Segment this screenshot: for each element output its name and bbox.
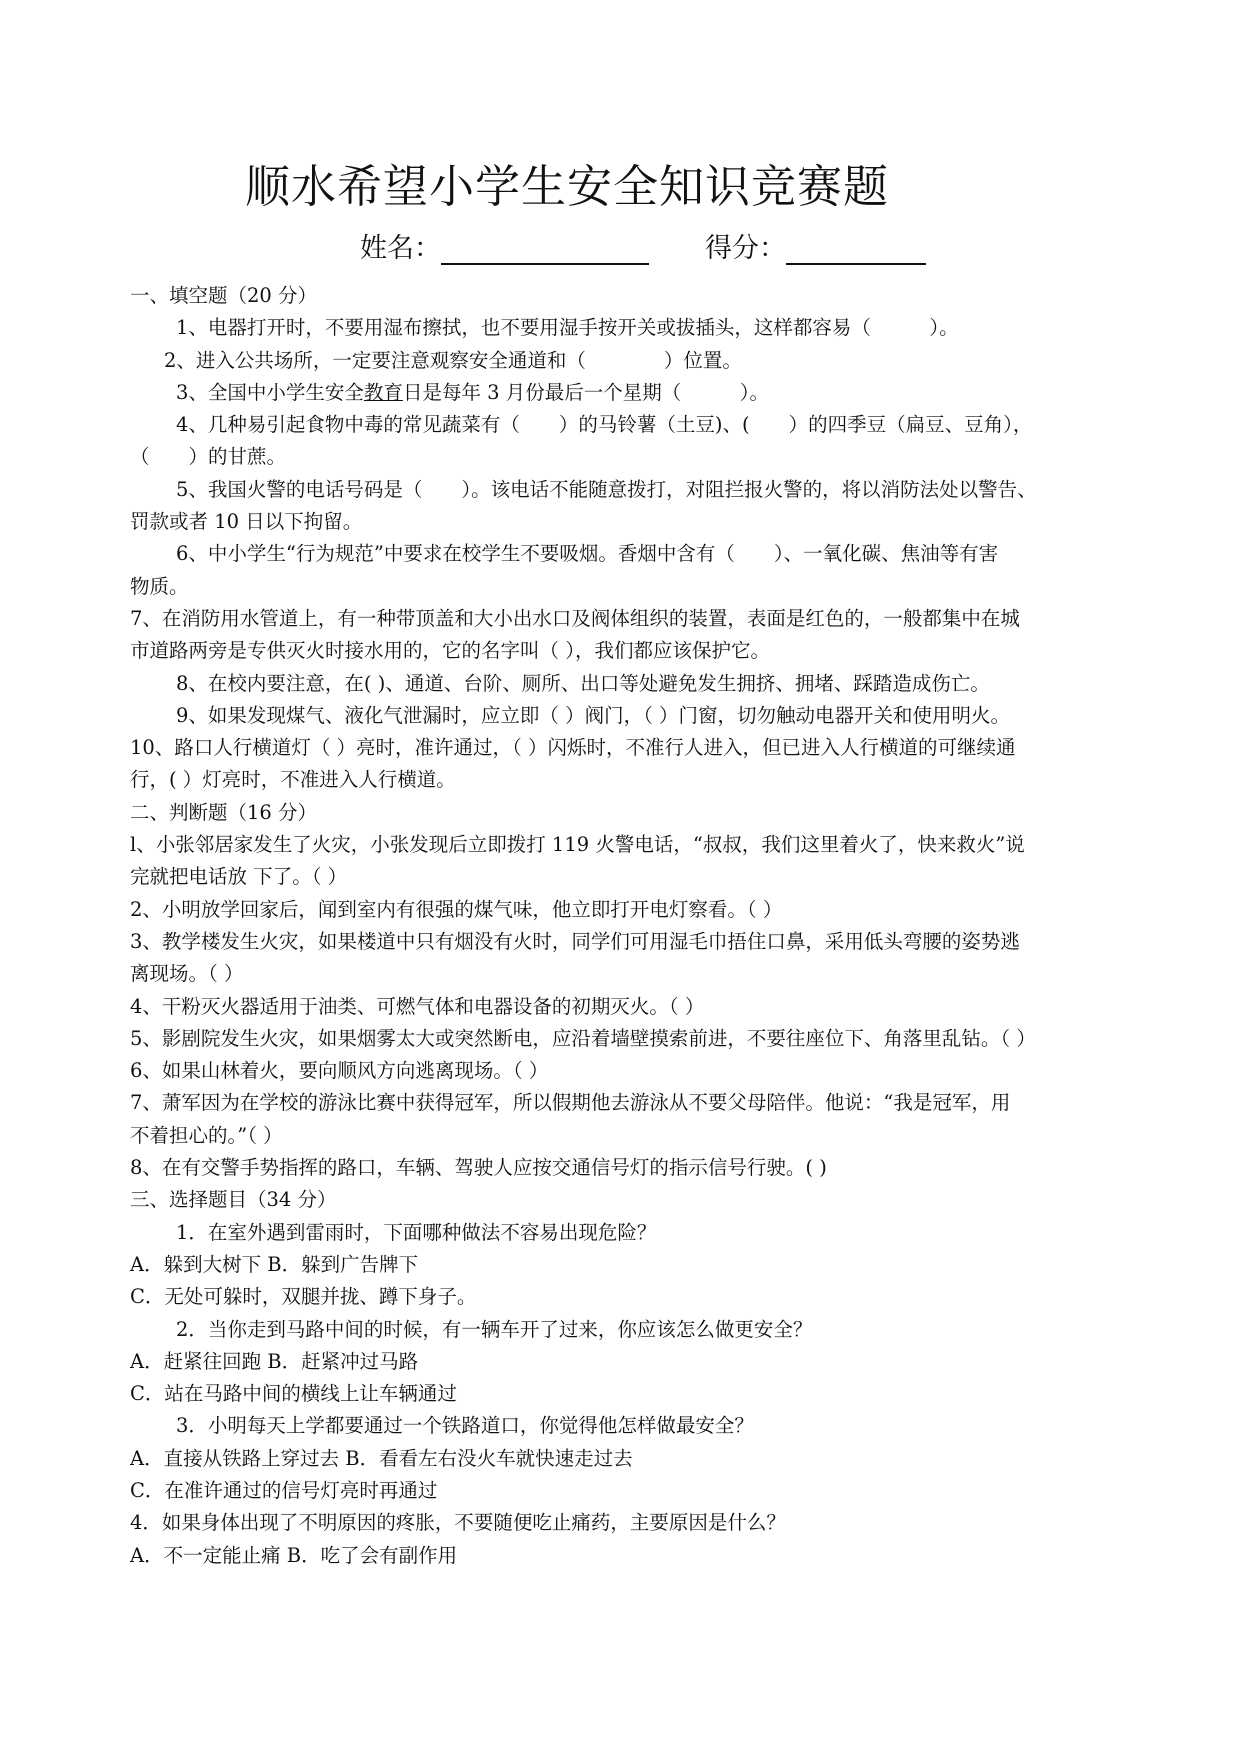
question-1-6-line1: 6、中小学生“行为规范”中要求在校学生不要吸烟。香烟中含有（ ）、一氧化碳、焦油等有害 <box>176 542 999 566</box>
question-1-1: 1、电器打开时，不要用湿布擦拭，也不要用湿手按开关或拔插头，这样都容易（ ）。 <box>176 316 959 340</box>
question-2-1-line1: l、小张邻居家发生了火灾，小张发现后立即拨打 119 火警电话，“叔叔，我们这里着火了，快来救火”说 <box>130 833 1025 857</box>
score-label: 得分： <box>705 233 786 264</box>
exam-content <box>130 280 1120 1572</box>
score-blank-line[interactable] <box>786 235 926 265</box>
question-1-10-line2: 行，( ）灯亮时，不准进入人行横道。 <box>130 768 456 792</box>
question-3-3-option-c: C．在准许通过的信号灯亮时再通过 <box>130 1478 438 1502</box>
question-2-8: 8、在有交警手势指挥的路口，车辆、驾驶人应按交通信号灯的指示信号行驶。( ) <box>130 1156 827 1180</box>
section-heading-true-false: 二、判断题（16 分） <box>130 800 318 824</box>
question-2-1-line2: 完就把电话放 下了。（ ） <box>130 865 348 889</box>
question-3-1: 1．在室外遇到雷雨时，下面哪种做法不容易出现危险？ <box>176 1220 657 1244</box>
name-field[interactable] <box>360 226 649 265</box>
question-1-9: 9、如果发现煤气、液化气泄漏时，应立即（ ）阀门，（ ）门窗，切勿触动电器开关和使用明火。 <box>176 703 1011 727</box>
question-3-4-options-ab: A．不一定能止痛 B．吃了会有副作用 <box>130 1543 458 1567</box>
question-1-4-line2: （ ）的甘蔗。 <box>130 445 287 469</box>
question-1-3: 3、全国中小学生安全教育日是每年 3 月份最后一个星期（ ）。 <box>176 380 769 404</box>
underlined-word: 教育 <box>363 380 403 404</box>
question-3-3: 3．小明每天上学都要通过一个铁路道口，你觉得他怎样做最安全？ <box>176 1414 754 1438</box>
question-3-2-option-c: C．站在马路中间的横线上让车辆通过 <box>130 1382 457 1406</box>
page-title: 顺水希望小学生安全知识竞赛题 <box>245 160 890 213</box>
section-heading-fill-blank: 一、填空题（20 分） <box>130 284 318 307</box>
question-1-10-line1: 10、路口人行横道灯（ ）亮时，准许通过，（ ）闪烁时，不准行人进入，但已进入人行横道的可继续通 <box>130 736 1016 760</box>
question-1-7-line2: 市道路两旁是专供灭火时接水用的，它的名字叫（ ），我们都应该保护它。 <box>130 639 770 663</box>
question-2-5: 5、影剧院发生火灾，如果烟雾太大或突然断电，应沿着墙壁摸索前进，不要往座位下、角落里乱钻。（ ） <box>130 1026 1036 1050</box>
question-2-3-line2: 离现场。（ ） <box>130 962 244 986</box>
question-3-3-options-ab: A．直接从铁路上穿过去 B．看看左右没火车就快速走过去 <box>130 1446 633 1470</box>
question-1-5-line2: 罚款或者 10 日以下拘留。 <box>130 510 363 534</box>
question-2-3-line1: 3、教学楼发生火灾，如果楼道中只有烟没有火时，同学们可用湿毛巾捂住口鼻，采用低头弯腰的姿势逃 <box>130 929 1020 953</box>
question-3-2-options-ab: A．赶紧往回跑 B．赶紧冲过马路 <box>130 1349 419 1373</box>
question-1-6-line2: 物质。 <box>130 574 189 598</box>
question-2-7-line2: 不着担心的。”（ ） <box>130 1123 283 1147</box>
question-1-5-line1: 5、我国火警的电话号码是（ ）。该电话不能随意拨打，对阻拦报火警的，将以消防法处以警告、 <box>176 477 1037 501</box>
question-3-1-option-c: C．无处可躲时，双腿并拢、蹲下身子。 <box>130 1285 477 1309</box>
question-1-7-line1: 7、在消防用水管道上，有一种带顶盖和大小出水口及阀体组织的装置，表面是红色的，一般都集中在城 <box>130 606 1020 630</box>
section-heading-multiple-choice: 三、选择题目（34 分） <box>130 1188 337 1212</box>
question-1-8: 8、在校内要注意，在( )、通道、台阶、厕所、出口等处避免发生拥挤、拥堵、踩踏造成伤亡。 <box>176 671 990 695</box>
question-2-2: 2、小明放学回家后，闻到室内有很强的煤气味，他立即打开电灯察看。（ ） <box>130 897 783 921</box>
question-2-4: 4、干粉灭火器适用于油类、可燃气体和电器设备的初期灭火。（ ） <box>130 994 705 1018</box>
question-3-4: 4．如果身体出现了不明原因的疼胀，不要随便吃止痛药，主要原因是什么？ <box>130 1511 786 1535</box>
name-label: 姓名： <box>360 233 441 264</box>
question-1-4-line1: 4、几种易引起食物中毒的常见蔬菜有（ ）的马铃薯（土豆)、( ）的四季豆（扁豆、豆角）， <box>176 413 1033 437</box>
question-3-1-options-ab: A．躲到大树下 B．躲到广告牌下 <box>130 1252 419 1276</box>
score-field[interactable] <box>705 226 926 265</box>
question-3-2: 2．当你走到马路中间的时候，有一辆车开了过来，你应该怎么做更安全？ <box>176 1317 813 1341</box>
question-2-7-line1: 7、萧军因为在学校的游泳比赛中获得冠军，所以假期他去游泳从不要父母陪伴。他说：“我是冠军，用 <box>130 1091 1011 1115</box>
question-2-6: 6、如果山林着火，要向顺风方向逃离现场。（ ） <box>130 1059 549 1083</box>
name-blank-line[interactable] <box>441 235 649 265</box>
question-1-2: 2、进入公共场所，一定要注意观察安全通道和（ ）位置。 <box>164 348 742 372</box>
